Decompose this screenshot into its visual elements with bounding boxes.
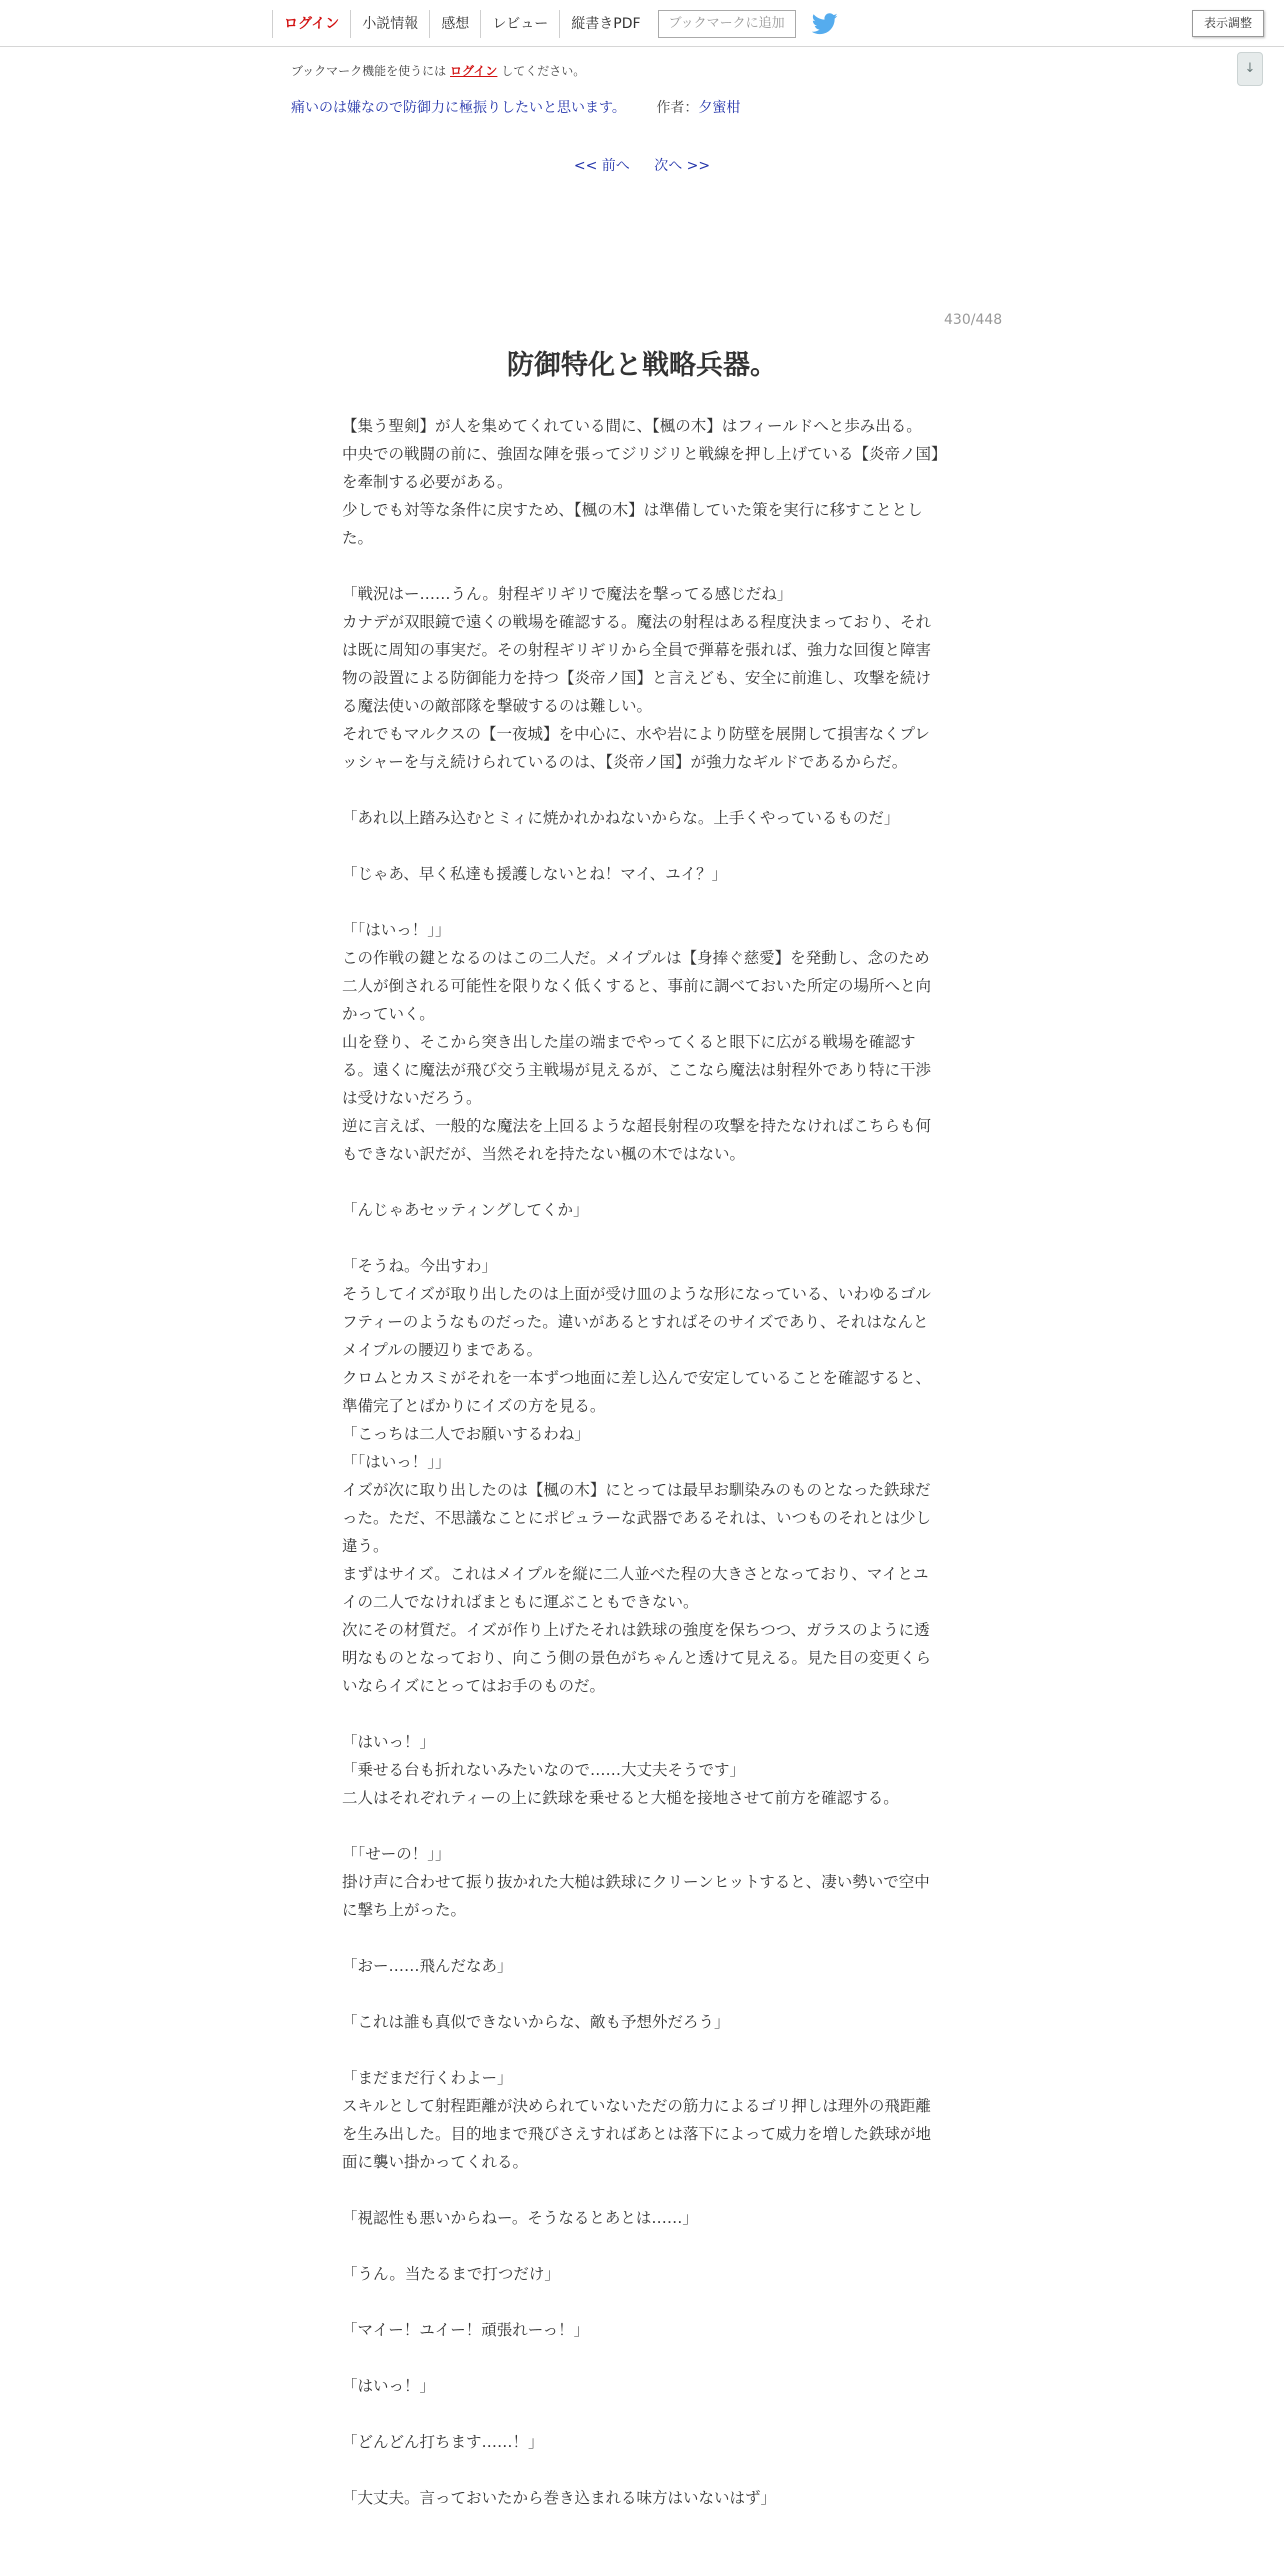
blank-line — [342, 1224, 942, 1252]
body-paragraph: この作戦の鍵となるのはこの二人だ。メイプルは【身捧ぐ慈愛】を発動し、念のため二人が倒される可能性を限りなく低くすると、事前に調べておいた所定の場所へと向かっていく。 — [342, 949, 932, 1023]
novel-nav — [272, 9, 838, 39]
body-paragraph: 少しでも対等な条件に戻すため、【楓の木】は準備していた策を実行に移すこととした。 — [342, 501, 923, 547]
body-paragraph: イズが次に取り出したのは【楓の木】にとっては最早お馴染みのものとなった鉄球だった。ただ、不思議なことにポピュラーな武器であるそれは、いつものそれとは少し違う。 — [342, 1481, 932, 1555]
body-paragraph: 逆に言えば、一般的な魔法を上回るような超長射程の攻撃を持たなければこちらも何もできない訳だが、当然それを持たない楓の木ではない。 — [342, 1117, 932, 1163]
add-bookmark-button[interactable]: ブックマークに追加 — [658, 10, 796, 38]
blank-line — [342, 552, 942, 580]
body-paragraph: 「大丈夫。言っておいたから巻き込まれる味方はいないはず」 — [342, 2489, 777, 2507]
nav-login[interactable]: ログイン — [272, 10, 350, 38]
body-paragraph: 「「はいっ！」」 — [342, 921, 451, 939]
chapter-pager — [0, 155, 1284, 175]
body-paragraph: 「じゃあ、早く私達も援護しないとね！マイ、ユイ？」 — [342, 865, 728, 883]
site-header — [0, 0, 1284, 47]
blank-line — [342, 2176, 942, 2204]
body-paragraph: 「まだまだ行くわよー」 — [342, 2069, 513, 2087]
body-paragraph: 「おー……飛んだなあ」 — [342, 1957, 513, 1975]
nav-novel-info[interactable]: 小説情報 — [350, 10, 429, 38]
blank-line — [342, 1168, 942, 1196]
body-paragraph: 「あれ以上踏み込むとミィに焼かれかねないからな。上手くやっているものだ」 — [342, 809, 900, 827]
body-paragraph: 「んじゃあセッティングしてくか」 — [342, 1201, 589, 1219]
author-link[interactable]: 夕蜜柑 — [698, 100, 741, 116]
body-paragraph: 「これは誰も真似できないからな、敵も予想外だろう」 — [342, 2013, 730, 2031]
nav-impression[interactable]: 感想 — [429, 10, 480, 38]
body-paragraph: 次にその材質だ。イズが作り上げたそれは鉄球の強度を保ちつつ、ガラスのように透明なものとなっており、向こう側の景色がちゃんと透けて見える。見た目の変更くらいならイズにとってはお手のものだ。 — [342, 1621, 932, 1695]
body-paragraph: 「うん。当たるまで打つだけ」 — [342, 2265, 560, 2283]
blank-line — [342, 2288, 942, 2316]
blank-line — [342, 1812, 942, 1840]
body-paragraph: 「どんどん打ちます……！」 — [342, 2433, 544, 2451]
author-label: 作者： — [656, 100, 699, 116]
prev-chapter-link[interactable]: << 前へ — [573, 158, 630, 174]
body-paragraph: 「戦況はー……うん。射程ギリギリで魔法を撃ってる感じだね」 — [342, 585, 793, 603]
blank-line — [342, 2232, 942, 2260]
blank-line — [342, 1700, 942, 1728]
body-paragraph: 「そうね。今出すわ」 — [342, 1257, 498, 1275]
body-paragraph: 山を登り、そこから突き出した崖の端までやってくると眼下に広がる戦場を確認する。遠くに魔法が飛び交う主戦場が見えるが、ここなら魔法は射程外であり特に干渉は受けないだろう。 — [342, 1033, 932, 1107]
chapter-title: 防御特化と戦略兵器。 — [507, 350, 777, 381]
body-paragraph: 「はいっ！」 — [342, 2377, 436, 2395]
body-paragraph: 「はいっ！」 — [342, 1733, 436, 1751]
notice-prefix: ブックマーク機能を使うには — [291, 64, 447, 78]
scroll-down-button[interactable]: ↓ — [1237, 52, 1263, 86]
body-paragraph: 「「せーの！」」 — [342, 1845, 451, 1863]
body-paragraph: 「こっちは二人でお願いするわね」 — [342, 1425, 590, 1443]
body-paragraph: 「乗せる台も折れないみたいなので……大丈夫そうです」 — [342, 1761, 746, 1779]
nav-review[interactable]: レビュー — [480, 10, 559, 38]
display-settings-button[interactable]: 表示調整 — [1192, 10, 1264, 37]
body-paragraph: スキルとして射程距離が決められていないただの筋力によるゴリ押しは理外の飛距離を生み出した。目的地まで飛びさえすればあとは落下によって威力を増した鉄球が地面に襲い掛かってくれる。 — [342, 2097, 932, 2171]
blank-line — [342, 1980, 942, 2008]
body-paragraph: 「視認性も悪いからねー。そうなるとあとは……」 — [342, 2209, 698, 2227]
body-paragraph: 掛け声に合わせて振り抜かれた大槌は鉄球にクリーンヒットすると、凄い勢いで空中に撃ち上がった。 — [342, 1873, 930, 1919]
body-paragraph: 二人はそれぞれティーの上に鉄球を乗せると大槌を接地させて前方を確認する。 — [342, 1789, 899, 1807]
blank-line — [342, 2344, 942, 2372]
body-paragraph: 「「はいっ！」」 — [342, 1453, 451, 1471]
body-paragraph: それでもマルクスの【一夜城】を中心に、水や岩により防壁を展開して損害なくプレッシャーを与え続けられているのは、【炎帝ノ国】が強力なギルドであるからだ。 — [342, 725, 930, 771]
blank-line — [342, 888, 942, 916]
notice-suffix: してください。 — [501, 64, 586, 78]
next-chapter-link[interactable]: 次へ >> — [654, 158, 711, 174]
chapter-number: 430/448 — [944, 312, 1003, 328]
blank-line — [342, 2036, 942, 2064]
blank-line — [342, 1924, 942, 1952]
nav-vertical-pdf[interactable]: 縦書きPDF — [559, 10, 651, 38]
body-paragraph: クロムとカスミがそれを一本ずつ地面に差し込んで安定していることを確認すると、準備完了とばかりにイズの方を見る。 — [342, 1369, 932, 1415]
body-paragraph: カナデが双眼鏡で遠くの戦場を確認する。魔法の射程はある程度決まっており、それは既に周知の事実だ。その射程ギリギリから全員で弾幕を張れば、強力な回復と障害物の設置による防御能力を持つ【炎帝ノ国】と言えども、安全に前進し、攻撃を続ける魔法使いの敵部隊を撃破するのは難しい。 — [342, 613, 932, 715]
blank-line — [342, 776, 942, 804]
novel-header — [291, 97, 740, 117]
body-paragraph: 中央での戦闘の前に、強固な陣を張ってジリジリと戦線を押し上げている【炎帝ノ国】を牽制する必要がある。 — [342, 445, 939, 491]
bookmark-login-notice — [291, 62, 585, 79]
blank-line — [342, 832, 942, 860]
body-paragraph: まずはサイズ。これはメイプルを縦に二人並べた程の大きさとなっており、マイとユイの二人でなければまともに運ぶこともできない。 — [342, 1565, 929, 1611]
body-paragraph: 「マイー！ユイー！頑張れーっ！」 — [342, 2321, 590, 2339]
notice-login-link[interactable]: ログイン — [450, 64, 498, 78]
chapter-body — [342, 412, 942, 2512]
body-paragraph: 【集う聖剣】が人を集めてくれている間に、【楓の木】はフィールドへと歩み出る。 — [342, 417, 922, 435]
blank-line — [342, 2400, 942, 2428]
twitter-bird-icon[interactable] — [812, 13, 838, 35]
blank-line — [342, 2456, 942, 2484]
body-paragraph: そうしてイズが取り出したのは上面が受け皿のような形になっている、いわゆるゴルフティーのようなものだった。違いがあるとすればそのサイズであり、それはなんとメイプルの腰辺りまである。 — [342, 1285, 931, 1359]
novel-title-link[interactable]: 痛いのは嫌なので防御力に極振りしたいと思います。 — [291, 100, 626, 116]
